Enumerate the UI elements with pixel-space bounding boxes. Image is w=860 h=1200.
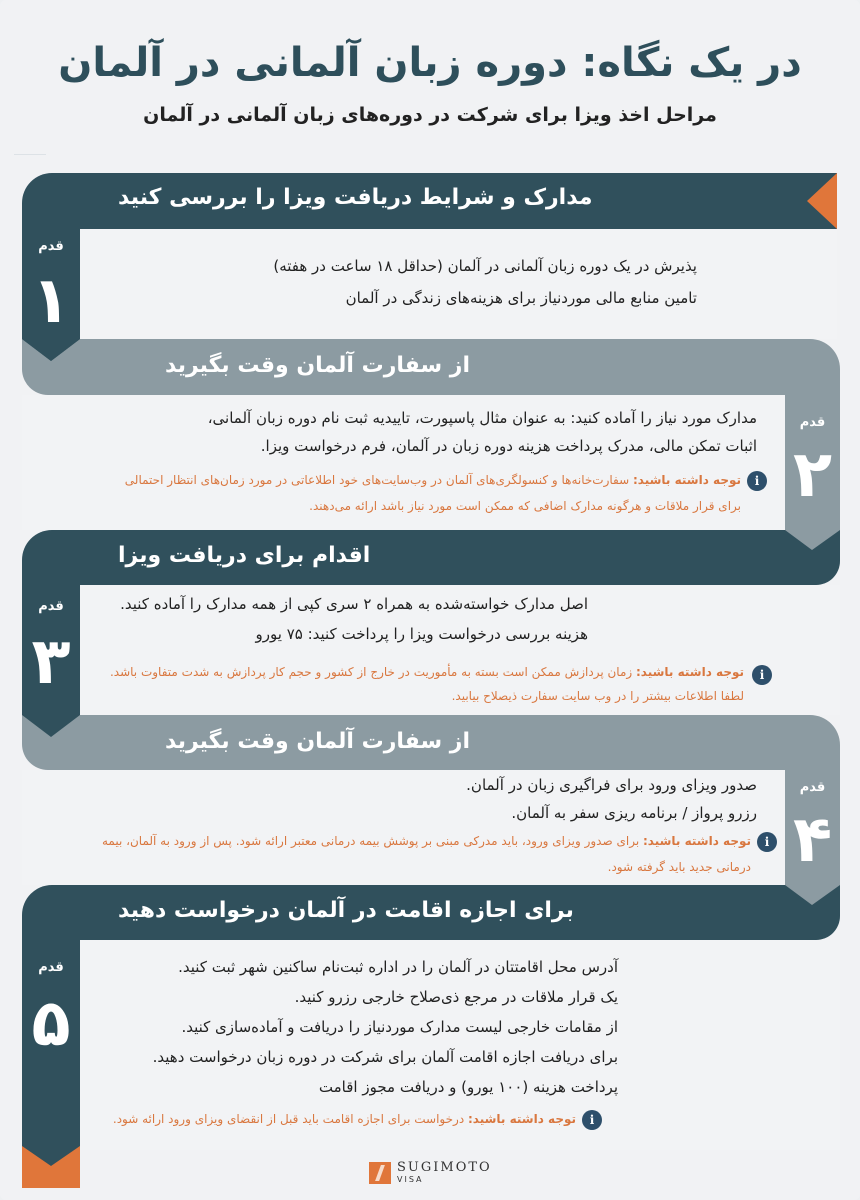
step-5-line: برای دریافت اجازه اقامت آلمان برای شرکت در دوره زبان درخواست دهید. bbox=[152, 1048, 618, 1066]
step-5-band bbox=[22, 940, 80, 1086]
step-2-line: اثبات تمکن مالی، مدرک پرداخت هزینه دوره زبان در آلمان، فرم درخواست ویزا. bbox=[260, 437, 757, 455]
step-4-title: از سفارت آلمان وقت بگیرید bbox=[165, 729, 470, 754]
step-5-title: برای اجازه اقامت در آلمان درخواست دهید bbox=[118, 898, 574, 923]
info-icon: i bbox=[752, 665, 772, 685]
page-title: در یک نگاه: دوره زبان آلمانی در آلمان bbox=[58, 40, 802, 86]
step-number: ۱ bbox=[31, 264, 71, 338]
step-label: قدم bbox=[799, 780, 826, 795]
step-4-note-cont: درمانی جدید باید گرفته شود. bbox=[607, 860, 751, 874]
note-text: برای صدور ویزای ورود، باید مدرکی مبنی بر پوشش بیمه درمانی معتبر ارائه شود. پس از ورود به آلمان، بیمه bbox=[101, 834, 640, 848]
step-1-content bbox=[80, 229, 837, 339]
step-label: قدم bbox=[38, 960, 64, 975]
logo-mark-icon bbox=[369, 1162, 391, 1184]
step-5-line: یک قرار ملاقات در مرجع ذی‌صلاح خارجی رزرو کنید. bbox=[294, 988, 618, 1006]
logo-name: SUGIMOTO bbox=[397, 1160, 492, 1175]
step-number: ۳ bbox=[31, 625, 71, 699]
note-label: توجه داشته باشید: bbox=[636, 665, 744, 679]
step-1-header bbox=[22, 173, 837, 229]
step-2-title: از سفارت آلمان وقت بگیرید bbox=[165, 353, 470, 378]
note-text: درخواست برای اجازه اقامت باید قبل از انقضای ویزای ورود ارائه شود. bbox=[112, 1112, 465, 1126]
step-1-title: مدارک و شرایط دریافت ویزا را بررسی کنید bbox=[118, 185, 593, 210]
step-4-band bbox=[785, 770, 840, 885]
note-label: توجه داشته باشید: bbox=[643, 834, 751, 848]
step-2-band bbox=[785, 395, 840, 530]
note-text: سفارت‌خانه‌ها و کنسولگری‌های آلمان در وب‌سایت‌های خود اطلاعاتی در مورد زمان‌های انتظار احتمالی bbox=[124, 473, 630, 487]
chevron-down-icon bbox=[22, 339, 80, 361]
sugimoto-visa-logo bbox=[369, 1160, 499, 1186]
step-number: ۴ bbox=[792, 803, 833, 877]
step-3-note bbox=[110, 665, 744, 679]
step-4-content bbox=[22, 770, 785, 885]
step-4-line: صدور ویزای ورود برای فراگیری زبان در آلمان. bbox=[466, 776, 757, 794]
step-2-line: مدارک مورد نیاز را آماده کنید: به عنوان مثال پاسپورت، تاییدیه ثبت نام دوره زبان آلمانی، bbox=[207, 409, 757, 427]
step-3-title: اقدام برای دریافت ویزا bbox=[118, 543, 371, 568]
step-1-line: تامین منابع مالی موردنیاز برای هزینه‌های زندگی در آلمان bbox=[345, 289, 697, 307]
step-label: قدم bbox=[38, 599, 64, 614]
step-4-note bbox=[102, 834, 751, 848]
step-label: قدم bbox=[38, 239, 64, 254]
step-label: قدم bbox=[799, 415, 826, 430]
step-3-band bbox=[22, 585, 80, 715]
info-icon: i bbox=[747, 471, 767, 491]
info-icon: i bbox=[757, 832, 777, 852]
step-5-line: پرداخت هزینه (۱۰۰ یورو) و دریافت مجوز اقامت bbox=[318, 1078, 618, 1096]
info-icon: i bbox=[582, 1110, 602, 1130]
chevron-down-icon bbox=[785, 530, 840, 550]
chevron-down-icon bbox=[22, 715, 80, 737]
step-2-content bbox=[22, 395, 785, 530]
note-label: توجه داشته باشید: bbox=[468, 1112, 576, 1126]
step-2-note bbox=[125, 473, 741, 487]
page-subtitle: مراحل اخذ ویزا برای شرکت در دوره‌های زبان آلمانی در آلمان bbox=[143, 104, 717, 126]
step-number: ۲ bbox=[792, 438, 833, 512]
step-1-line: پذیرش در یک دوره زبان آلمانی در آلمان (حداقل ۱۸ ساعت در هفته) bbox=[273, 257, 697, 275]
note-text: زمان پردازش ممکن است بسته به مأموریت در خارج از کشور و حجم کار پردازش به شدت متفاوت باشد. bbox=[109, 665, 633, 679]
step-5-header bbox=[22, 885, 840, 940]
step-3-note-cont: لطفا اطلاعات بیشتر را در وب سایت سفارت ذیصلاح بیابید. bbox=[451, 689, 744, 703]
step-3-content bbox=[80, 585, 840, 715]
chevron-down-icon bbox=[22, 1146, 80, 1166]
step-1-band bbox=[22, 229, 80, 339]
step-5-line: از مقامات خارجی لیست مدارک موردنیاز را دریافت و آماده‌سازی کنید. bbox=[181, 1018, 618, 1036]
step-3-header bbox=[22, 530, 840, 585]
step-3-line: هزینه بررسی درخواست ویزا را پرداخت کنید: ۷۵ یورو bbox=[255, 625, 588, 643]
step-number: ۵ bbox=[31, 987, 71, 1061]
note-label: توجه داشته باشید: bbox=[633, 473, 741, 487]
step-2-header bbox=[22, 339, 840, 395]
step-5-note bbox=[113, 1112, 576, 1126]
step-4-header bbox=[22, 715, 840, 770]
chevron-down-icon bbox=[785, 885, 840, 905]
step-5-line: آدرس محل اقامتتان در آلمان را در اداره ثبت‌نام ساکنین شهر ثبت کنید. bbox=[178, 958, 618, 976]
step-5-band-lower bbox=[22, 1086, 80, 1146]
logo-sub: VISA bbox=[397, 1175, 424, 1184]
divider bbox=[14, 154, 46, 155]
step-2-note-cont: برای قرار ملاقات و هرگونه مدارک اضافی که ممکن است مورد نیاز باشد ارائه می‌دهند. bbox=[309, 499, 741, 513]
step-5-content bbox=[80, 940, 840, 1150]
step-3-line: اصل مدارک خواسته‌شده به همراه ۲ سری کپی از همه مدارک را آماده کنید. bbox=[120, 595, 588, 613]
step-4-line: رزرو پرواز / برنامه ریزی سفر به آلمان. bbox=[511, 804, 757, 822]
orange-arrow-icon bbox=[807, 173, 837, 229]
